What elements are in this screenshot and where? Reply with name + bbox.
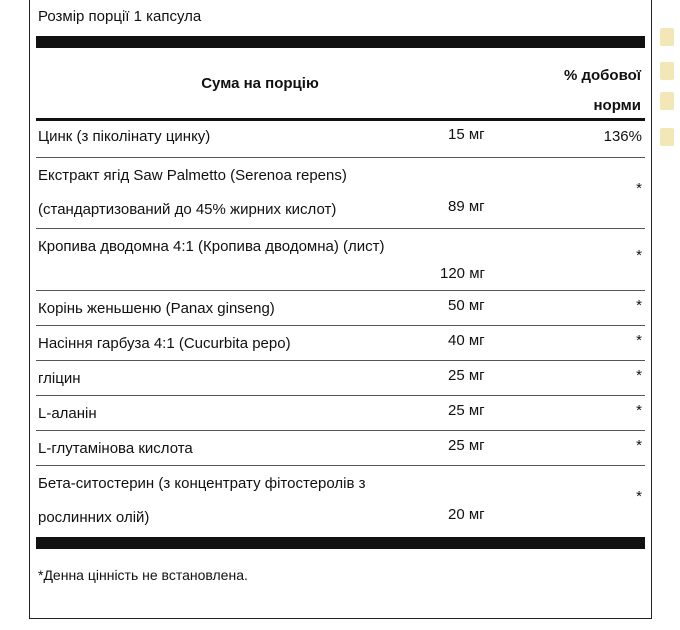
side-highlight-3 — [660, 92, 674, 110]
ingredient-daily-value: * — [636, 332, 642, 349]
side-highlight-2 — [660, 62, 674, 80]
ingredient-amount: 50 мг — [448, 297, 485, 314]
row-divider — [36, 430, 645, 431]
ingredient-name: L-аланін — [38, 405, 97, 422]
ingredient-amount: 25 мг — [448, 367, 485, 384]
daily-value-header — [564, 61, 641, 121]
top-thick-bar — [36, 36, 645, 48]
ingredient-amount: 15 мг — [448, 126, 485, 143]
ingredient-daily-value: * — [636, 367, 642, 384]
row-divider — [36, 465, 645, 466]
table-row — [36, 160, 645, 228]
footnote: *Денна цінність не встановлена. — [38, 567, 248, 583]
row-divider — [36, 290, 645, 291]
table-row — [36, 433, 645, 465]
ingredient-name-line2: (стандартизований до 45% жирних кислот) — [38, 201, 337, 218]
table-row — [36, 398, 645, 430]
table-row — [36, 328, 645, 360]
bottom-thick-bar — [36, 537, 645, 549]
ingredient-amount: 25 мг — [448, 402, 485, 419]
daily-value-header-line1: % добової — [563, 67, 641, 84]
supplement-facts-panel — [29, 0, 652, 619]
ingredient-name-line2: рослинних олій) — [38, 509, 150, 526]
ingredient-name: Корінь женьшеню (Panax ginseng) — [38, 300, 275, 317]
side-highlight-4 — [660, 128, 674, 146]
ingredient-name: Насіння гарбуза 4:1 (Cucurbita pepo) — [38, 335, 291, 352]
table-row — [36, 231, 645, 287]
ingredient-amount: 89 мг — [448, 198, 485, 215]
ingredient-name: Кропива дводомна 4:1 (Кропива дводомна) (лист) — [38, 238, 385, 255]
ingredient-daily-value: * — [636, 437, 642, 454]
table-row — [36, 121, 645, 157]
table-row — [36, 468, 645, 536]
row-divider — [36, 325, 645, 326]
row-divider — [36, 157, 645, 158]
ingredient-daily-value: * — [636, 402, 642, 419]
ingredient-name: Цинк (з піколінату цинку) — [38, 128, 211, 145]
ingredient-amount: 120 мг — [440, 265, 485, 282]
ingredient-name: Бета-ситостерин (з концентрату фітостеролів з — [38, 475, 366, 492]
table-row — [36, 363, 645, 395]
daily-value-header-line2: норми — [593, 97, 641, 114]
amount-per-serving-header: Сума на порцію — [201, 75, 319, 92]
serving-size: Розмір порції 1 капсула — [38, 8, 202, 25]
row-divider — [36, 228, 645, 229]
side-highlight-1 — [660, 28, 674, 46]
ingredient-name: гліцин — [38, 370, 81, 387]
row-divider — [36, 360, 645, 361]
ingredient-name: Екстракт ягід Saw Palmetto (Serenoa repens) — [38, 167, 347, 184]
row-divider — [36, 395, 645, 396]
ingredient-daily-value: * — [636, 297, 642, 314]
ingredient-name: L-глутамінова кислота — [38, 440, 193, 457]
ingredient-amount: 40 мг — [448, 332, 485, 349]
table-row — [36, 293, 645, 325]
ingredient-daily-value: 136% — [603, 128, 642, 145]
ingredient-daily-value: * — [636, 180, 642, 197]
ingredient-amount: 20 мг — [448, 506, 485, 523]
ingredient-amount: 25 мг — [448, 437, 485, 454]
ingredient-daily-value: * — [636, 488, 642, 505]
ingredient-daily-value: * — [636, 247, 642, 264]
